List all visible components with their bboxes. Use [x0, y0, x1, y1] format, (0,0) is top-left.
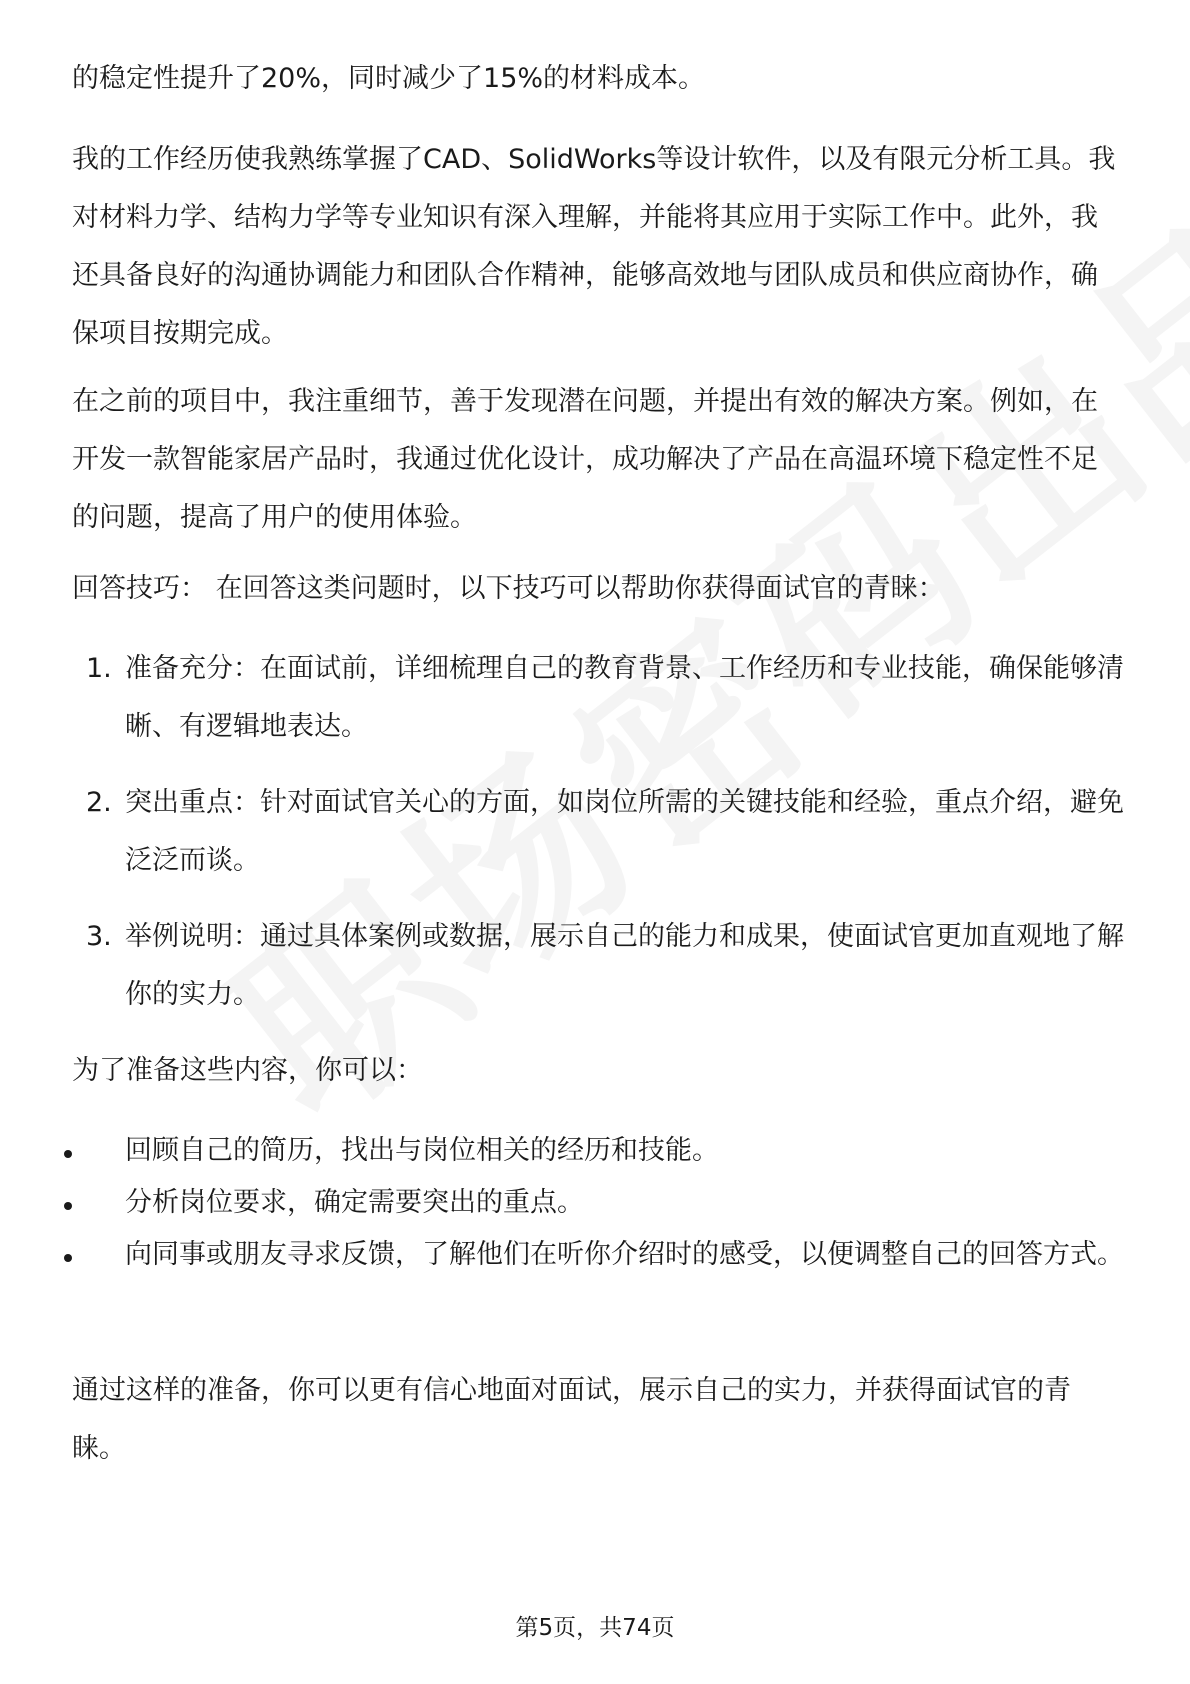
paragraph-answer-tips-heading: 回答技巧： 在回答这类问题时，以下技巧可以帮助你获得面试官的青睐： [72, 573, 945, 604]
paragraph-intro-continuation: 的稳定性提升了20%，同时减少了15%的材料成本。 [72, 63, 706, 94]
bullet-item-3: 向同事或朋友寻求反馈，了解他们在听你介绍时的感受，以便调整自己的回答方式。 [125, 1239, 1124, 1270]
tip-text: 举例说明：通过具体案例或数据，展示自己的能力和成果，使面试官更加直观地了解你的实力。 [125, 921, 1124, 1010]
tip-text: 突出重点：针对面试官关心的方面，如岗位所需的关键技能和经验，重点介绍，避免泛泛而谈。 [125, 787, 1124, 876]
paragraph-conclusion: 通过这样的准备，你可以更有信心地面对面试，展示自己的实力，并获得面试官的青睐。 [72, 1375, 1071, 1464]
bullet-dot [64, 1254, 72, 1262]
page-number-footer: 第5页，共74页 [515, 1615, 675, 1641]
bullet-dot [64, 1202, 72, 1210]
bullet-item-1: 回顾自己的简历，找出与岗位相关的经历和技能。 [125, 1135, 719, 1166]
tip-marker: 1. [86, 653, 112, 684]
paragraph-project-example: 在之前的项目中，我注重细节，善于发现潜在问题，并提出有效的解决方案。例如，在开发一款智能家居产品时，我通过优化设计，成功解决了产品在高温环境下稳定性不足的问题，提高了用户的使用体验。 [72, 386, 1098, 533]
bullet-dot [64, 1150, 72, 1158]
tip-marker: 2. [86, 787, 112, 818]
paragraph-preparation-heading: 为了准备这些内容，你可以： [72, 1055, 423, 1086]
bullet-item-2: 分析岗位要求，确定需要突出的重点。 [125, 1187, 584, 1218]
tip-text: 准备充分：在面试前，详细梳理自己的教育背景、工作经历和专业技能，确保能够清晰、有逻辑地表达。 [125, 653, 1124, 742]
tip-marker: 3. [86, 921, 112, 952]
paragraph-work-experience: 我的工作经历使我熟练掌握了CAD、SolidWorks等设计软件，以及有限元分析工具。我对材料力学、结构力学等专业知识有深入理解，并能将其应用于实际工作中。此外，我还具备良好的沟通协调能力和团队合作精神，能够高效地与团队成员和供应商协作，确保项目按期完成。 [72, 144, 1116, 349]
